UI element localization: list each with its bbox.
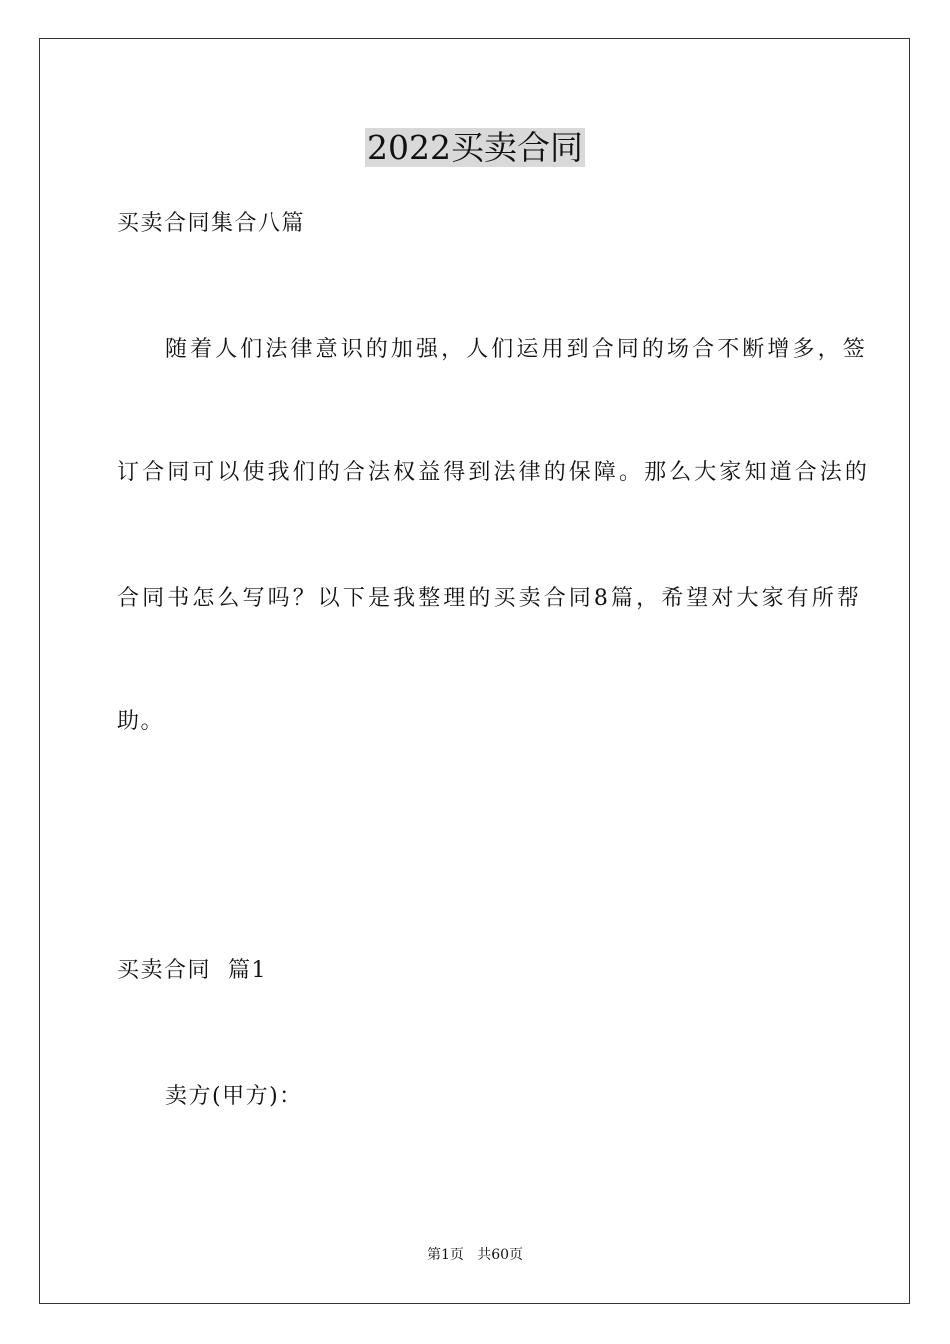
seller-label: 卖方(甲方)：: [165, 1084, 303, 1109]
document-title-text: 2022买卖合同: [367, 128, 583, 167]
paragraph-line: 助。: [117, 709, 165, 734]
section-heading: 买卖合同 篇1: [117, 958, 267, 983]
page-footer: 第1页 共60页: [426, 1247, 524, 1263]
document-title: [0, 126, 950, 170]
paragraph-line: 合同书怎么写吗？以下是我整理的买卖合同8篇，希望对大家有所帮: [117, 586, 862, 611]
document-subtitle: 买卖合同集合八篇: [117, 211, 306, 236]
paragraph-line: 随着人们法律意识的加强，人们运用到合同的场合不断增多，签: [165, 337, 868, 362]
paragraph-line: 订合同可以使我们的合法权益得到法律的保障。那么大家知道合法的: [117, 460, 871, 485]
